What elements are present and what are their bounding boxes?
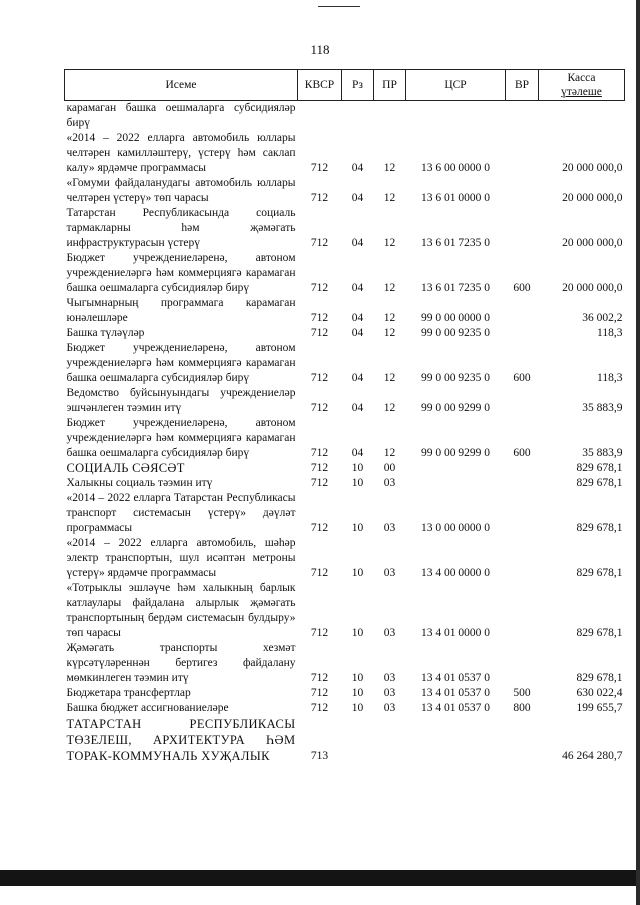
cell-amount: 20 000 000,0	[562, 237, 623, 249]
cell-vr	[506, 101, 539, 132]
cell-rz: 04	[351, 237, 364, 249]
cell-name: Бюджет учреждениеләренә, автоном учреждениеләргә һәм коммерциягә карамаган башка оешмаларга субсидияләр бирү	[66, 252, 296, 294]
table-row	[65, 296, 625, 326]
cell-name: «Тотрыклы эшләүче һәм халыкның барлык катлаулары файдалана алырлык җәмәгать транспортының бердәм системасын булдыру» төп чарасы	[66, 582, 296, 639]
cell-pr: 03	[383, 477, 396, 489]
cell-kvsr: 712	[310, 192, 329, 204]
cell-pr: 03	[383, 687, 396, 699]
scan-right-border	[636, 0, 640, 905]
table-row	[65, 581, 625, 641]
cell-name: ТАТАРСТАН РЕСПУБЛИКАСЫ ТӨЗЕЛЕШ, АРХИТЕКТУРА ҺӘМ ТОРАК-КОММУНАЛЬ ХУҖАЛЫК	[66, 717, 296, 763]
cell-csr: 13 6 01 7235 0	[421, 237, 490, 249]
cell-kvsr: 712	[310, 627, 329, 639]
table-row	[65, 476, 625, 491]
cell-csr	[406, 461, 506, 476]
cell-vr: 600	[513, 447, 531, 459]
cell-name: Халыкны социаль тәэмин итү	[66, 477, 213, 489]
cell-pr: 12	[383, 372, 396, 384]
cell-pr: 12	[383, 192, 396, 204]
table-row	[65, 491, 625, 536]
cell-csr: 99 0 00 9235 0	[421, 372, 490, 384]
cell-csr: 13 4 01 0537 0	[421, 702, 490, 714]
header-vr: ВР	[506, 70, 539, 101]
cell-name: СОЦИАЛЬ СӘЯСӘТ	[66, 461, 185, 475]
cell-name: Бюджет учреждениеләренә, автоном учреждениеләргә һәм коммерциягә карамаган башка оешмаларга субсидияләр бирү	[66, 417, 296, 459]
table-row	[65, 641, 625, 686]
cell-name: Башка түләүләр	[66, 327, 145, 339]
cell-kvsr: 712	[310, 402, 329, 414]
cell-vr	[506, 176, 539, 206]
cell-rz: 04	[351, 282, 364, 294]
table-row	[65, 251, 625, 296]
cell-pr: 03	[383, 672, 396, 684]
cell-kvsr: 712	[310, 687, 329, 699]
table-row	[65, 686, 625, 701]
table-header-row	[65, 70, 625, 101]
cell-rz: 04	[351, 327, 364, 339]
page-number: 118	[310, 42, 330, 57]
cell-name: Бюджет учреждениеләренә, автоном учреждениеләргә һәм коммерциягә карамаган башка оешмаларга субсидияләр бирү	[66, 342, 296, 384]
cell-pr: 00	[383, 462, 396, 474]
scan-bottom-border	[0, 870, 640, 886]
cell-amount: 199 655,7	[576, 702, 623, 714]
cell-rz: 04	[351, 372, 364, 384]
cell-rz: 10	[351, 627, 364, 639]
cell-amount: 46 264 280,7	[562, 750, 623, 762]
top-edge-line	[318, 6, 360, 7]
cell-rz: 10	[351, 702, 364, 714]
cell-vr	[506, 491, 539, 536]
cell-vr: 600	[513, 372, 531, 384]
cell-kvsr: 712	[310, 447, 329, 459]
table-row	[65, 131, 625, 176]
cell-csr: 13 4 01 0000 0	[421, 627, 490, 639]
header-kassa-line1: Касса	[567, 72, 596, 84]
cell-csr	[406, 476, 506, 491]
table-row	[65, 101, 625, 132]
header-kvsr: КВСР	[298, 70, 342, 101]
header-csr: ЦСР	[406, 70, 506, 101]
cell-kvsr	[298, 101, 342, 132]
cell-vr	[506, 386, 539, 416]
cell-pr: 03	[383, 702, 396, 714]
cell-vr	[506, 581, 539, 641]
cell-rz: 04	[351, 162, 364, 174]
cell-name: Чыгымнарның программага карамаган юнәлешләре	[66, 297, 296, 324]
cell-rz: 10	[351, 462, 364, 474]
cell-csr: 13 6 01 7235 0	[421, 282, 490, 294]
header-rz: Рз	[342, 70, 374, 101]
header-kassa-line2: үтәлеше	[561, 86, 602, 98]
cell-amount	[539, 101, 625, 132]
cell-pr: 03	[383, 627, 396, 639]
cell-name: Татарстан Республикасында социаль тармакларны һәм җәмәгать инфраструктурасын үстерү	[66, 207, 296, 249]
cell-vr	[506, 461, 539, 476]
cell-amount: 20 000 000,0	[562, 192, 623, 204]
cell-kvsr: 712	[310, 237, 329, 249]
cell-rz: 04	[351, 312, 364, 324]
cell-rz	[342, 716, 374, 764]
cell-pr: 12	[383, 312, 396, 324]
cell-rz: 04	[351, 447, 364, 459]
cell-amount: 20 000 000,0	[562, 282, 623, 294]
table-row	[65, 326, 625, 341]
cell-vr	[506, 476, 539, 491]
cell-csr: 13 4 01 0537 0	[421, 687, 490, 699]
cell-name: Башка бюджет ассигнованиеләре	[66, 702, 229, 714]
cell-vr	[506, 716, 539, 764]
table-row	[65, 176, 625, 206]
cell-amount: 35 883,9	[582, 402, 623, 414]
cell-kvsr: 712	[310, 567, 329, 579]
cell-csr: 99 0 00 9235 0	[421, 327, 490, 339]
cell-name: Бюджетара трансфертлар	[66, 687, 191, 699]
cell-amount: 829 678,1	[576, 462, 623, 474]
cell-rz: 10	[351, 477, 364, 489]
cell-pr: 03	[383, 522, 396, 534]
cell-name: Ведомство буйсынуындагы учреждениеләр эшчәнлеген тәэмин итү	[66, 387, 296, 414]
cell-name: «2014 – 2022 елларга автомобиль юллары челтәрен камилләштерү, үстерү һәм саклап калу» ярдәмче программасы	[66, 132, 296, 174]
header-pr: ПР	[374, 70, 406, 101]
cell-csr	[406, 101, 506, 132]
cell-name: «Гомуми файдаланудагы автомобиль юллары челтәрен үстерү» төп чарасы	[66, 177, 296, 204]
cell-kvsr: 712	[310, 702, 329, 714]
cell-pr: 03	[383, 567, 396, 579]
cell-vr	[506, 641, 539, 686]
header-kassa	[539, 70, 625, 101]
table-row	[65, 716, 625, 764]
cell-csr: 99 0 00 9299 0	[421, 447, 490, 459]
cell-csr: 13 6 00 0000 0	[421, 162, 490, 174]
header-name: Исеме	[65, 70, 298, 101]
cell-pr: 12	[383, 402, 396, 414]
cell-kvsr: 712	[310, 462, 329, 474]
cell-rz: 10	[351, 522, 364, 534]
cell-csr: 13 4 00 0000 0	[421, 567, 490, 579]
cell-name: Җәмәгать транспорты хезмәт күрсәтүләреннән бертигез файдалану мөмкинлеген тәэмин итү	[66, 642, 296, 684]
cell-pr: 12	[383, 327, 396, 339]
table-row	[65, 461, 625, 476]
table-row	[65, 416, 625, 461]
cell-kvsr: 712	[310, 162, 329, 174]
cell-vr	[506, 131, 539, 176]
cell-name: «2014 – 2022 елларга Татарстан Республикасы транспорт системасын үстерү» дәүләт программасы	[66, 492, 296, 534]
cell-name: «2014 – 2022 елларга автомобиль, шәһәр электр транспортын, шул исәптән метроны үстерү» ярдәмче программасы	[66, 537, 296, 579]
cell-kvsr: 712	[310, 312, 329, 324]
cell-kvsr: 712	[310, 372, 329, 384]
cell-pr: 12	[383, 162, 396, 174]
cell-vr: 800	[513, 702, 531, 714]
cell-kvsr: 712	[310, 672, 329, 684]
cell-kvsr: 712	[310, 477, 329, 489]
cell-name: карамаган башка оешмаларга субсидияләр бирү	[66, 102, 296, 129]
cell-amount: 36 002,2	[582, 312, 623, 324]
cell-vr: 500	[513, 687, 531, 699]
table-body	[65, 101, 625, 765]
cell-amount: 118,3	[597, 327, 623, 339]
cell-vr: 600	[513, 282, 531, 294]
cell-pr	[374, 716, 406, 764]
cell-kvsr: 712	[310, 282, 329, 294]
cell-rz: 04	[351, 402, 364, 414]
cell-rz	[342, 101, 374, 132]
table-row	[65, 701, 625, 716]
cell-amount: 829 678,1	[576, 522, 623, 534]
cell-amount: 630 022,4	[576, 687, 623, 699]
cell-csr: 99 0 00 0000 0	[421, 312, 490, 324]
cell-amount: 35 883,9	[582, 447, 623, 459]
cell-kvsr: 712	[310, 522, 329, 534]
cell-amount: 20 000 000,0	[562, 162, 623, 174]
cell-vr	[506, 296, 539, 326]
cell-rz: 04	[351, 192, 364, 204]
cell-amount: 829 678,1	[576, 672, 623, 684]
cell-rz: 10	[351, 687, 364, 699]
cell-csr: 99 0 00 9299 0	[421, 402, 490, 414]
cell-rz: 10	[351, 567, 364, 579]
cell-kvsr: 712	[310, 327, 329, 339]
table-row	[65, 341, 625, 386]
budget-table	[64, 69, 625, 764]
table-row	[65, 206, 625, 251]
cell-csr: 13 0 00 0000 0	[421, 522, 490, 534]
cell-vr	[506, 206, 539, 251]
cell-pr: 12	[383, 282, 396, 294]
cell-rz: 10	[351, 672, 364, 684]
cell-amount: 118,3	[597, 372, 623, 384]
cell-pr: 12	[383, 447, 396, 459]
table-row	[65, 536, 625, 581]
cell-amount: 829 678,1	[576, 627, 623, 639]
cell-pr	[374, 101, 406, 132]
cell-amount: 829 678,1	[576, 567, 623, 579]
cell-csr: 13 6 01 0000 0	[421, 192, 490, 204]
cell-kvsr: 713	[310, 750, 329, 762]
cell-vr	[506, 536, 539, 581]
cell-vr	[506, 326, 539, 341]
table-row	[65, 386, 625, 416]
cell-csr: 13 4 01 0537 0	[421, 672, 490, 684]
cell-amount: 829 678,1	[576, 477, 623, 489]
cell-pr: 12	[383, 237, 396, 249]
cell-csr	[406, 716, 506, 764]
